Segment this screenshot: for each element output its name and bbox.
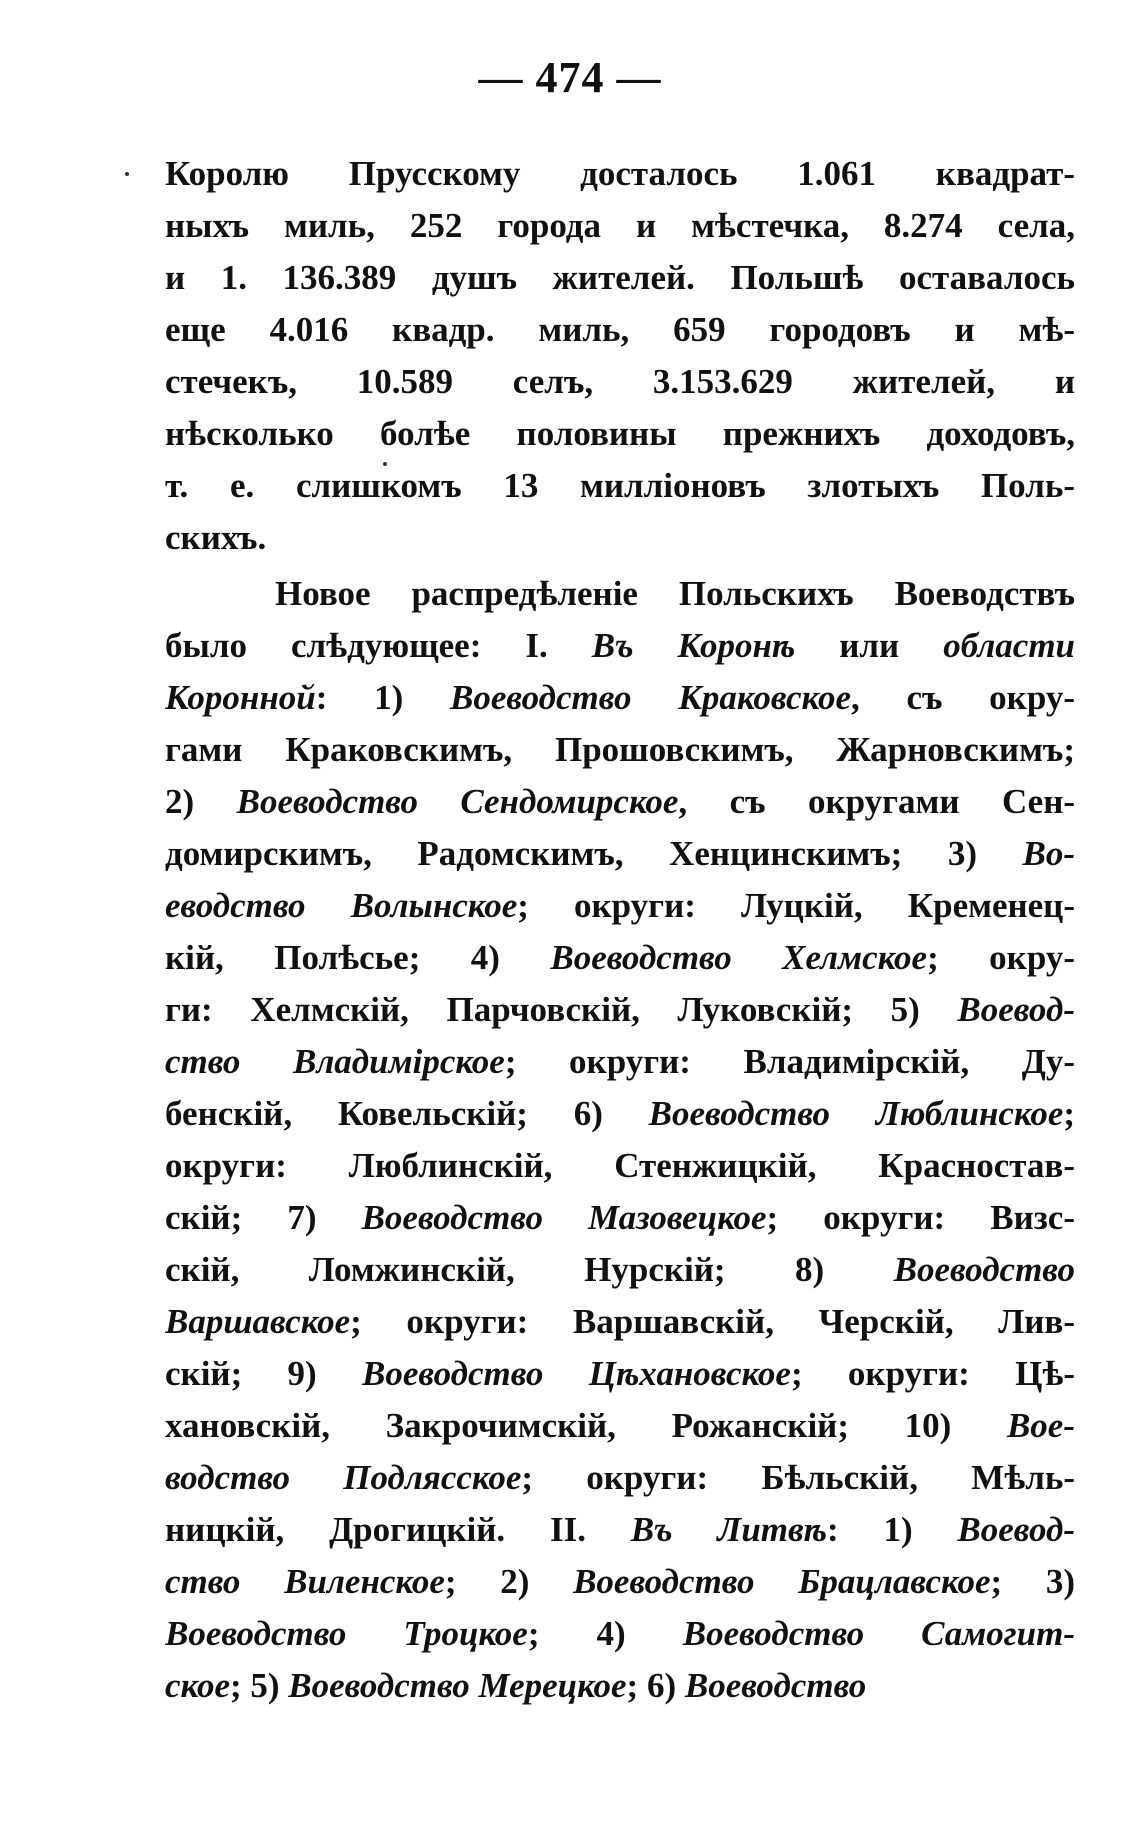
- text-segment: и 1. 136.389 душъ жителей. Польшѣ оставалось: [165, 258, 1075, 297]
- text-line: [165, 408, 1075, 460]
- text-segment: ; 2): [444, 1562, 574, 1601]
- text-line: [165, 1192, 1075, 1244]
- text-line: [165, 1348, 1075, 1400]
- text-segment: ; окру-: [927, 938, 1075, 977]
- text-segment: ; округи: Владимірскій, Ду-: [504, 1042, 1075, 1081]
- italic-segment: Въ Коронѣ: [591, 626, 796, 665]
- text-segment: округи: Люблинскій, Стенжицкій, Красностав-: [165, 1146, 1075, 1185]
- italic-segment: ство Виленское: [165, 1562, 445, 1601]
- italic-segment: Коронной: [165, 678, 316, 717]
- text-segment: или: [795, 626, 944, 665]
- text-segment: хановскій, Закрочимскій, Рожанскій; 10): [165, 1406, 1007, 1445]
- text-segment: ; 6): [626, 1666, 685, 1705]
- text-line: [165, 252, 1075, 304]
- text-line: [165, 1660, 1075, 1712]
- text-segment: ныхъ миль, 252 города и мѣстечка, 8.274 села,: [165, 206, 1075, 245]
- text-line: [165, 672, 1075, 724]
- text-segment: ; округи: Цѣ-: [790, 1354, 1075, 1393]
- text-segment: нѣсколько болѣе половины прежнихъ доходовъ,: [165, 414, 1075, 453]
- italic-segment: Воеводство Цѣхановское: [362, 1354, 791, 1393]
- text-segment: ницкій, Дрогицкій. II.: [165, 1510, 631, 1549]
- text-segment: скихъ.: [165, 518, 267, 557]
- specks: [383, 462, 387, 466]
- text-segment: 2): [165, 782, 237, 821]
- text-line: [165, 776, 1075, 828]
- italic-segment: Воеводство Хелмское: [550, 938, 928, 977]
- text-line: [275, 568, 1075, 620]
- text-line: [165, 828, 1075, 880]
- text-line: [165, 460, 1075, 512]
- text-segment: т. е. слишкомъ 13 милліоновъ злотыхъ Поль-: [165, 466, 1075, 505]
- text-line: [165, 932, 1075, 984]
- text-segment: ; округи: Варшавскій, Черскій, Лив-: [350, 1302, 1075, 1341]
- italic-segment: Во-: [1022, 834, 1075, 873]
- italic-segment: Воеводство Брацлавское: [573, 1562, 991, 1601]
- italic-segment: Воеводство Мазовецкое: [361, 1198, 767, 1237]
- text-segment: : 1): [315, 678, 451, 717]
- italic-segment: Воеводство: [684, 1666, 867, 1705]
- italic-segment: Воеводство Сендомирское: [236, 782, 679, 821]
- text-segment: стечекъ, 10.589 селъ, 3.153.629 жителей, и: [165, 362, 1075, 401]
- text-segment: ; 5): [229, 1666, 289, 1705]
- text-segment: ; округи: Бѣльскій, Мѣль-: [521, 1458, 1075, 1497]
- text-line: [165, 512, 1075, 564]
- text-line: [165, 356, 1075, 408]
- text-segment: ; округи: Луцкій, Кременец-: [517, 886, 1075, 925]
- text-segment: ; 3): [990, 1562, 1075, 1601]
- text-segment: , съ окру-: [850, 678, 1075, 717]
- italic-segment: Воеводство Самогит-: [682, 1614, 1075, 1653]
- text-line: [165, 984, 1075, 1036]
- text-segment: кій, Полѣсье; 4): [165, 938, 551, 977]
- text-segment: скій; 7): [165, 1198, 362, 1237]
- italic-segment: Воеводство Троцкое: [165, 1614, 528, 1653]
- text-line: [165, 1140, 1075, 1192]
- italic-segment: Воеводство Люблинское: [648, 1094, 1064, 1133]
- page-number: — 474 —: [478, 53, 662, 102]
- text-line: [165, 880, 1075, 932]
- text-segment: еще 4.016 квадр. миль, 659 городовъ и мѣ-: [165, 310, 1075, 349]
- italic-segment: Въ Литвѣ: [630, 1510, 827, 1549]
- text-line: [165, 1244, 1075, 1296]
- italic-segment: ство Владимірское: [165, 1042, 505, 1081]
- text-line: [165, 1036, 1075, 1088]
- text-line: [165, 620, 1075, 672]
- text-segment: ; 4): [527, 1614, 683, 1653]
- text-line: [165, 724, 1075, 776]
- text-segment: домирскимъ, Радомскимъ, Хенцинскимъ; 3): [165, 834, 1023, 873]
- text-segment: ;: [1063, 1094, 1075, 1133]
- text-line: [165, 1608, 1075, 1660]
- text-line: [165, 148, 1075, 200]
- text-segment: было слѣдующее: I.: [165, 626, 592, 665]
- text-segment: скій; 9): [165, 1354, 363, 1393]
- italic-segment: Воеводство Мерецкое: [288, 1666, 627, 1705]
- text-segment: ; округи: Визс-: [766, 1198, 1075, 1237]
- text-line: [165, 1556, 1075, 1608]
- text-segment: скій, Ломжинскій, Нурскій; 8): [165, 1250, 894, 1289]
- text-segment: , съ округами Сен-: [678, 782, 1075, 821]
- italic-segment: Воевод-: [957, 990, 1075, 1029]
- italic-segment: Вое-: [1006, 1406, 1075, 1445]
- italic-segment: области: [943, 626, 1075, 665]
- text-segment: бенскій, Ковельскій; 6): [165, 1094, 649, 1133]
- italic-segment: ское: [165, 1666, 230, 1705]
- text-line: [165, 304, 1075, 356]
- text-segment: : 1): [827, 1510, 958, 1549]
- italic-segment: Воеводство Краковское: [450, 678, 851, 717]
- text-line: [165, 200, 1075, 252]
- text-segment: гами Краковскимъ, Прошовскимъ, Жарновскимъ;: [165, 730, 1075, 769]
- text-line: [165, 1452, 1075, 1504]
- text-line: [165, 1088, 1075, 1140]
- text-line: [165, 1400, 1075, 1452]
- italic-segment: еводство Волынское: [165, 886, 518, 925]
- italic-segment: водство Подлясское: [165, 1458, 522, 1497]
- text-segment: Новое распредѣленіе Польскихъ Воеводствъ: [275, 574, 1075, 613]
- text-segment: ги: Хелмскій, Парчовскій, Луковскій; 5): [165, 990, 958, 1029]
- text-line: [165, 1504, 1075, 1556]
- italic-segment: Варшавское: [165, 1302, 351, 1341]
- italic-segment: Воеводство: [893, 1250, 1075, 1289]
- specks: [125, 172, 129, 176]
- italic-segment: Воевод-: [957, 1510, 1075, 1549]
- text-segment: Королю Прусскому досталось 1.061 квадрат-: [165, 154, 1075, 193]
- text-line: [165, 1296, 1075, 1348]
